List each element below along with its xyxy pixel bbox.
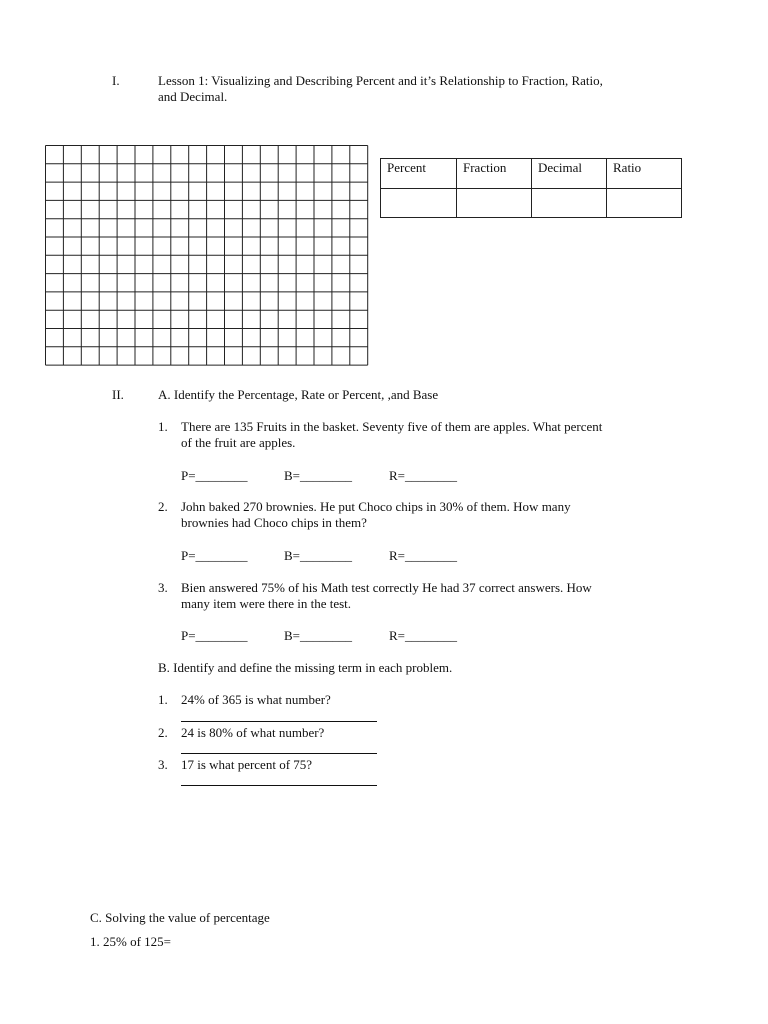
answer-cell-decimal[interactable] <box>532 189 607 218</box>
conversion-table <box>380 158 682 218</box>
item-number: 2. <box>158 725 168 740</box>
hundred-grid <box>45 145 369 367</box>
item-number: 1. <box>158 692 168 707</box>
problem-text: brownies had Choco chips in them? <box>181 515 367 530</box>
lesson-title-line2: and Decimal. <box>158 89 228 104</box>
percentage-blank[interactable]: P=________ <box>181 468 248 483</box>
problem-text: There are 135 Fruits in the basket. Seventy five of them are apples. What percent <box>181 419 603 434</box>
problem-text: of the fruit are apples. <box>181 435 296 450</box>
answer-line[interactable] <box>181 785 377 786</box>
base-blank[interactable]: B=________ <box>284 468 353 483</box>
item-text: 17 is what percent of 75? <box>181 757 313 772</box>
rate-blank[interactable]: R=________ <box>389 468 458 483</box>
section-c-item: 1. 25% of 125= <box>90 934 171 949</box>
percentage-blank[interactable]: P=________ <box>181 628 248 643</box>
problem-number: 1. <box>158 419 168 434</box>
answer-line[interactable] <box>181 721 377 722</box>
section-b-title: B. Identify and define the missing term in each problem. <box>158 660 453 675</box>
answer-cell-ratio[interactable] <box>607 189 682 218</box>
section-c-title: C. Solving the value of percentage <box>90 910 270 925</box>
item-number: 3. <box>158 757 168 772</box>
answer-cell-percent[interactable] <box>381 189 457 218</box>
header-decimal: Decimal <box>532 159 607 189</box>
problem-text: Bien answered 75% of his Math test correctly He had 37 correct answers. How <box>181 580 592 595</box>
answer-cell-fraction[interactable] <box>457 189 532 218</box>
problem-text: many item were there in the test. <box>181 596 352 611</box>
item-text: 24 is 80% of what number? <box>181 725 325 740</box>
header-ratio: Ratio <box>607 159 682 189</box>
part2-numeral: II. <box>112 387 124 402</box>
problem-text: John baked 270 brownies. He put Choco chips in 30% of them. How many <box>181 499 571 514</box>
header-percent: Percent <box>381 159 457 189</box>
problem-number: 2. <box>158 499 168 514</box>
item-text: 24% of 365 is what number? <box>181 692 331 707</box>
base-blank[interactable]: B=________ <box>284 548 353 563</box>
percentage-blank[interactable]: P=________ <box>181 548 248 563</box>
lesson-title-line1: Lesson 1: Visualizing and Describing Percent and it’s Relationship to Fraction, Ratio, <box>158 73 603 88</box>
section-a-title: A. Identify the Percentage, Rate or Percent, ,and Base <box>158 387 439 402</box>
rate-blank[interactable]: R=________ <box>389 548 458 563</box>
base-blank[interactable]: B=________ <box>284 628 353 643</box>
header-fraction: Fraction <box>457 159 532 189</box>
rate-blank[interactable]: R=________ <box>389 628 458 643</box>
answer-line[interactable] <box>181 753 377 754</box>
part1-numeral: I. <box>112 73 120 88</box>
problem-number: 3. <box>158 580 168 595</box>
